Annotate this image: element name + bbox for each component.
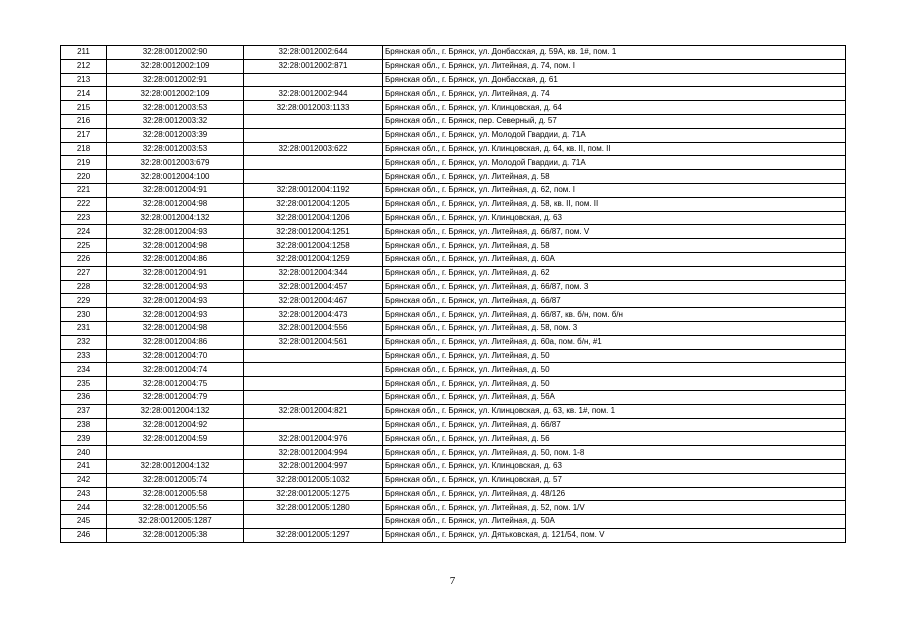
cadastral-number-cell [107,446,244,460]
table-row [61,266,846,280]
table-row [61,59,846,73]
table-row [61,446,846,460]
premises-cadastral-number-cell: 32:28:0012005:1297 [244,528,383,542]
row-number-cell: 237 [61,404,107,418]
table-row [61,321,846,335]
row-number-cell: 244 [61,501,107,515]
row-number-cell: 217 [61,128,107,142]
table-row [61,101,846,115]
cadastral-number-cell: 32:28:0012004:79 [107,390,244,404]
row-number-cell: 221 [61,183,107,197]
premises-cadastral-number-cell [244,156,383,170]
table-row [61,225,846,239]
premises-cadastral-number-cell: 32:28:0012004:1206 [244,211,383,225]
table-row [61,528,846,542]
premises-cadastral-number-cell: 32:28:0012004:1259 [244,252,383,266]
table-row [61,515,846,529]
cadastral-number-cell: 32:28:0012003:39 [107,128,244,142]
table-row [61,156,846,170]
cadastral-number-cell: 32:28:0012005:38 [107,528,244,542]
address-cell: Брянская обл., г. Брянск, ул. Молодой Гвардии, д. 71А [383,156,846,170]
row-number-cell: 223 [61,211,107,225]
row-number-cell: 222 [61,197,107,211]
address-cell: Брянская обл., г. Брянск, ул. Клинцовская, д. 63 [383,211,846,225]
row-number-cell: 234 [61,363,107,377]
table-row [61,501,846,515]
table-row [61,473,846,487]
table-row [61,128,846,142]
row-number-cell: 225 [61,239,107,253]
premises-cadastral-number-cell: 32:28:0012004:457 [244,280,383,294]
premises-cadastral-number-cell: 32:28:0012004:1251 [244,225,383,239]
address-cell: Брянская обл., г. Брянск, ул. Литейная, д. 52, пом. 1/V [383,501,846,515]
premises-cadastral-number-cell: 32:28:0012004:556 [244,321,383,335]
table-row [61,239,846,253]
row-number-cell: 233 [61,349,107,363]
table-row [61,404,846,418]
cadastral-number-cell: 32:28:0012004:100 [107,170,244,184]
row-number-cell: 227 [61,266,107,280]
premises-cadastral-number-cell: 32:28:0012005:1280 [244,501,383,515]
cadastral-number-cell: 32:28:0012004:93 [107,225,244,239]
table-row [61,87,846,101]
premises-cadastral-number-cell: 32:28:0012004:821 [244,404,383,418]
row-number-cell: 212 [61,59,107,73]
cadastral-number-cell: 32:28:0012003:53 [107,101,244,115]
table-row [61,73,846,87]
property-table-body [61,46,846,543]
address-cell: Брянская обл., г. Брянск, ул. Литейная, д. 58 [383,170,846,184]
row-number-cell: 231 [61,321,107,335]
row-number-cell: 242 [61,473,107,487]
property-table [60,45,846,543]
address-cell: Брянская обл., г. Брянск, ул. Литейная, д. 56 [383,432,846,446]
row-number-cell: 229 [61,294,107,308]
premises-cadastral-number-cell: 32:28:0012004:976 [244,432,383,446]
premises-cadastral-number-cell: 32:28:0012002:644 [244,46,383,60]
address-cell: Брянская обл., г. Брянск, ул. Литейная, д. 58 [383,239,846,253]
address-cell: Брянская обл., г. Брянск, ул. Литейная, д. 60а, пом. б/н, #1 [383,335,846,349]
premises-cadastral-number-cell [244,170,383,184]
address-cell: Брянская обл., г. Брянск, ул. Литейная, д. 58, пом. 3 [383,321,846,335]
cadastral-number-cell: 32:28:0012005:74 [107,473,244,487]
cadastral-number-cell: 32:28:0012004:93 [107,280,244,294]
premises-cadastral-number-cell: 32:28:0012004:1205 [244,197,383,211]
cadastral-number-cell: 32:28:0012004:91 [107,266,244,280]
cadastral-number-cell: 32:28:0012004:91 [107,183,244,197]
address-cell: Брянская обл., г. Брянск, ул. Молодой Гвардии, д. 71А [383,128,846,142]
cadastral-number-cell: 32:28:0012002:91 [107,73,244,87]
cadastral-number-cell: 32:28:0012004:93 [107,294,244,308]
address-cell: Брянская обл., г. Брянск, ул. Клинцовская, д. 63, кв. 1#, пом. 1 [383,404,846,418]
cadastral-number-cell: 32:28:0012003:679 [107,156,244,170]
row-number-cell: 245 [61,515,107,529]
table-row [61,252,846,266]
address-cell: Брянская обл., г. Брянск, ул. Литейная, д. 74 [383,87,846,101]
page-number: 7 [449,575,456,587]
table-row [61,197,846,211]
table-row [61,114,846,128]
premises-cadastral-number-cell [244,349,383,363]
address-cell: Брянская обл., г. Брянск, ул. Литейная, д. 66/87 [383,418,846,432]
cadastral-number-cell: 32:28:0012004:93 [107,308,244,322]
cadastral-number-cell: 32:28:0012002:90 [107,46,244,60]
address-cell: Брянская обл., г. Брянск, ул. Донбасская, д. 61 [383,73,846,87]
cadastral-number-cell: 32:28:0012002:109 [107,59,244,73]
row-number-cell: 235 [61,377,107,391]
address-cell: Брянская обл., г. Брянск, ул. Литейная, д. 50, пом. 1-8 [383,446,846,460]
cadastral-number-cell: 32:28:0012004:98 [107,321,244,335]
premises-cadastral-number-cell: 32:28:0012002:944 [244,87,383,101]
premises-cadastral-number-cell: 32:28:0012005:1032 [244,473,383,487]
table-row [61,308,846,322]
cadastral-number-cell: 32:28:0012004:92 [107,418,244,432]
row-number-cell: 213 [61,73,107,87]
cadastral-number-cell: 32:28:0012003:32 [107,114,244,128]
address-cell: Брянская обл., г. Брянск, ул. Литейная, д. 62 [383,266,846,280]
address-cell: Брянская обл., г. Брянск, ул. Литейная, д. 74, пом. I [383,59,846,73]
address-cell: Брянская обл., г. Брянск, ул. Клинцовская, д. 64, кв. II, пом. II [383,142,846,156]
cadastral-number-cell: 32:28:0012004:132 [107,404,244,418]
address-cell: Брянская обл., г. Брянск, пер. Северный, д. 57 [383,114,846,128]
premises-cadastral-number-cell [244,515,383,529]
row-number-cell: 211 [61,46,107,60]
address-cell: Брянская обл., г. Брянск, ул. Литейная, д. 50 [383,349,846,363]
address-cell: Брянская обл., г. Брянск, ул. Литейная, д. 66/87, пом. 3 [383,280,846,294]
premises-cadastral-number-cell: 32:28:0012005:1275 [244,487,383,501]
row-number-cell: 214 [61,87,107,101]
address-cell: Брянская обл., г. Брянск, ул. Литейная, д. 58, кв. II, пом. II [383,197,846,211]
table-row [61,432,846,446]
row-number-cell: 238 [61,418,107,432]
table-row [61,294,846,308]
table-row [61,418,846,432]
cadastral-number-cell: 32:28:0012004:132 [107,211,244,225]
row-number-cell: 236 [61,390,107,404]
address-cell: Брянская обл., г. Брянск, ул. Дятьковская, д. 121/54, пом. V [383,528,846,542]
address-cell: Брянская обл., г. Брянск, ул. Литейная, д. 56А [383,390,846,404]
address-cell: Брянская обл., г. Брянск, ул. Литейная, д. 62, пом. I [383,183,846,197]
premises-cadastral-number-cell: 32:28:0012003:1133 [244,101,383,115]
cadastral-number-cell: 32:28:0012004:132 [107,459,244,473]
cadastral-number-cell: 32:28:0012005:58 [107,487,244,501]
address-cell: Брянская обл., г. Брянск, ул. Литейная, д. 50 [383,363,846,377]
table-row [61,487,846,501]
premises-cadastral-number-cell: 32:28:0012004:344 [244,266,383,280]
premises-cadastral-number-cell: 32:28:0012004:1192 [244,183,383,197]
address-cell: Брянская обл., г. Брянск, ул. Клинцовская, д. 64 [383,101,846,115]
table-row [61,170,846,184]
address-cell: Брянская обл., г. Брянск, ул. Литейная, д. 50А [383,515,846,529]
premises-cadastral-number-cell [244,128,383,142]
row-number-cell: 224 [61,225,107,239]
row-number-cell: 243 [61,487,107,501]
table-row [61,349,846,363]
address-cell: Брянская обл., г. Брянск, ул. Литейная, д. 50 [383,377,846,391]
cadastral-number-cell: 32:28:0012004:98 [107,239,244,253]
address-cell: Брянская обл., г. Брянск, ул. Литейная, д. 60А [383,252,846,266]
premises-cadastral-number-cell: 32:28:0012004:997 [244,459,383,473]
premises-cadastral-number-cell: 32:28:0012002:871 [244,59,383,73]
cadastral-number-cell: 32:28:0012004:59 [107,432,244,446]
cadastral-number-cell: 32:28:0012003:53 [107,142,244,156]
premises-cadastral-number-cell [244,418,383,432]
cadastral-number-cell: 32:28:0012005:56 [107,501,244,515]
table-row [61,211,846,225]
address-cell: Брянская обл., г. Брянск, ул. Литейная, д. 66/87, кв. б/н, пом. б/н [383,308,846,322]
cadastral-number-cell: 32:28:0012004:86 [107,252,244,266]
row-number-cell: 215 [61,101,107,115]
premises-cadastral-number-cell [244,73,383,87]
table-row [61,335,846,349]
row-number-cell: 232 [61,335,107,349]
table-row [61,377,846,391]
table-row [61,280,846,294]
row-number-cell: 240 [61,446,107,460]
address-cell: Брянская обл., г. Брянск, ул. Клинцовская, д. 57 [383,473,846,487]
table-row [61,183,846,197]
premises-cadastral-number-cell: 32:28:0012003:622 [244,142,383,156]
cadastral-number-cell: 32:28:0012004:98 [107,197,244,211]
premises-cadastral-number-cell: 32:28:0012004:473 [244,308,383,322]
address-cell: Брянская обл., г. Брянск, ул. Донбасская, д. 59А, кв. 1#, пом. 1 [383,46,846,60]
address-cell: Брянская обл., г. Брянск, ул. Литейная, д. 48/126 [383,487,846,501]
premises-cadastral-number-cell [244,114,383,128]
row-number-cell: 241 [61,459,107,473]
address-cell: Брянская обл., г. Брянск, ул. Литейная, д. 66/87, пом. V [383,225,846,239]
row-number-cell: 230 [61,308,107,322]
cadastral-number-cell: 32:28:0012004:74 [107,363,244,377]
premises-cadastral-number-cell: 32:28:0012004:1258 [244,239,383,253]
row-number-cell: 246 [61,528,107,542]
premises-cadastral-number-cell [244,390,383,404]
cadastral-number-cell: 32:28:0012004:70 [107,349,244,363]
premises-cadastral-number-cell: 32:28:0012004:561 [244,335,383,349]
row-number-cell: 220 [61,170,107,184]
table-row [61,142,846,156]
address-cell: Брянская обл., г. Брянск, ул. Литейная, д. 66/87 [383,294,846,308]
row-number-cell: 218 [61,142,107,156]
premises-cadastral-number-cell: 32:28:0012004:467 [244,294,383,308]
address-cell: Брянская обл., г. Брянск, ул. Клинцовская, д. 63 [383,459,846,473]
table-row [61,459,846,473]
premises-cadastral-number-cell: 32:28:0012004:994 [244,446,383,460]
row-number-cell: 239 [61,432,107,446]
row-number-cell: 228 [61,280,107,294]
premises-cadastral-number-cell [244,363,383,377]
table-row [61,46,846,60]
row-number-cell: 226 [61,252,107,266]
cadastral-number-cell: 32:28:0012005:1287 [107,515,244,529]
table-row [61,363,846,377]
row-number-cell: 219 [61,156,107,170]
premises-cadastral-number-cell [244,377,383,391]
row-number-cell: 216 [61,114,107,128]
cadastral-number-cell: 32:28:0012004:86 [107,335,244,349]
cadastral-number-cell: 32:28:0012002:109 [107,87,244,101]
cadastral-number-cell: 32:28:0012004:75 [107,377,244,391]
table-row [61,390,846,404]
